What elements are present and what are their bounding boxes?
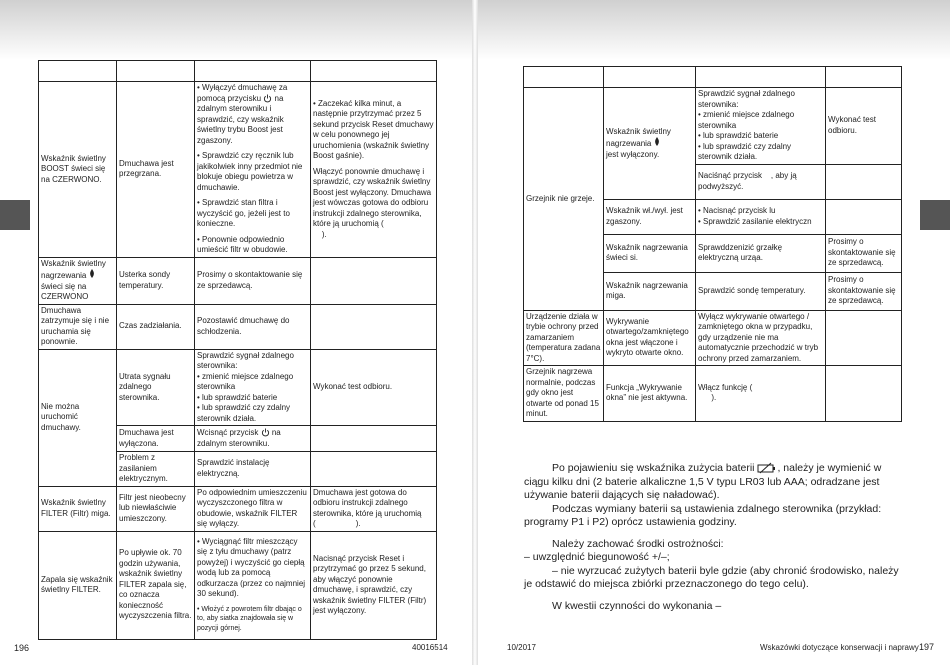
cause-cell: Dmuchawa jest przegrzana. bbox=[117, 82, 195, 258]
power-icon bbox=[261, 428, 270, 437]
cause-cell: Problem z zasilaniem elektrycznym. bbox=[117, 452, 195, 487]
document-code: 40016514 bbox=[412, 643, 448, 652]
right-troubleshooting-table bbox=[523, 66, 902, 422]
table-header-row bbox=[524, 67, 902, 88]
action-cell: Dmuchawa jest gotowa do odbioru instrukcji zdalnego sterownika, które ją uruchomią ( ). bbox=[311, 486, 437, 531]
table-header-row bbox=[39, 61, 437, 82]
symptom-cell: Dmuchawa zatrzymuje się i nie uruchamia się ponownie. bbox=[39, 304, 117, 349]
action-cell: Wykonać test odbioru. bbox=[311, 349, 437, 426]
table-row bbox=[524, 88, 902, 165]
cause-cell: Wskaźnik wł./wył. jest zgaszony. bbox=[604, 199, 696, 234]
action-cell bbox=[826, 164, 902, 199]
action-cell bbox=[311, 426, 437, 452]
action-cell bbox=[311, 304, 437, 349]
solution-cell: Po odpowiednim umieszczeniu wyczyszczonego filtra w obudowie, wskaźnik FILTER się wyłączy. bbox=[195, 486, 311, 531]
solution-cell: Sprawdzić sondę temperatury. bbox=[696, 272, 826, 310]
solution-cell: Sprawdzić instalację elektryczną. bbox=[195, 452, 311, 487]
solution-cell: Włącz funkcję ( ). bbox=[696, 366, 826, 422]
solution-cell: Prosimy o skontaktowanie się ze sprzedawcą. bbox=[195, 257, 311, 304]
paragraph: Należy zachować środki ostrożności: bbox=[552, 537, 724, 550]
action-cell: Prosimy o skontaktowanie się ze sprzedawcą. bbox=[826, 272, 902, 310]
left-edge-tab bbox=[0, 200, 30, 230]
cause-cell: Wskaźnik nagrzewania świeci si. bbox=[604, 234, 696, 272]
section-title: Wskazówki dotyczące konserwacji i naprawy bbox=[760, 643, 919, 652]
solution-cell: Sprawdzić sygnał zdalnego sterownika: • zmienić miejsce zdalnego sterownika • lub sprawdzić baterie • lub sprawdzić czy zdalny sterownik działa. bbox=[696, 88, 826, 165]
action-cell bbox=[311, 257, 437, 304]
symptom-cell: Grzejnik nie grzeje. bbox=[524, 88, 604, 311]
symptom-cell: Grzejnik nagrzewa normalnie, podczas gdy okno jest otwarte od ponad 15 minut. bbox=[524, 366, 604, 422]
cause-cell: Czas zadziałania. bbox=[117, 304, 195, 349]
heating-icon bbox=[89, 269, 95, 278]
action-cell bbox=[826, 366, 902, 422]
cause-cell: Wykrywanie otwartego/zamkniętego okna jest włączone i wykryto otwarte okno. bbox=[604, 310, 696, 366]
solution-cell: Sprawddzenizić grzałkę elektryczną urząa. bbox=[696, 234, 826, 272]
cause-cell: Usterka sondy temperatury. bbox=[117, 257, 195, 304]
paragraph: Po pojawieniu się wskaźnika zużycia baterii , należy je wymienić w ciągu kilku dni (2 baterie alkaliczne 1,5 V typu LR03 lub AAA; odradzane jest używanie baterii dających się naładować). bbox=[524, 462, 882, 501]
action-cell: Prosimy o skontaktowanie się ze sprzedawcą. bbox=[826, 234, 902, 272]
paragraph: W kwestii czynności do wykonania – bbox=[552, 599, 722, 612]
cause-cell: Wskaźnik nagrzewania miga. bbox=[604, 272, 696, 310]
table-row bbox=[524, 310, 902, 366]
cause-cell: Filtr jest nieobecny lub niewłaściwie umieszczony. bbox=[117, 486, 195, 531]
edition-date: 10/2017 bbox=[507, 643, 536, 652]
cause-cell: Dmuchawa jest wyłączona. bbox=[117, 426, 195, 452]
solution-cell: • Wyłączyć dmuchawę za pomocą przycisku na zdalnym sterowniku i sprawdzić, czy wskaźnik świetlny trybu Boost jest zgaszony. • Sprawdzić czy ręcznik lub jakikolwiek inny przedmiot nie blokuje obiegu powietrza w dmuchawie. • Sprawdzić stan filtra i wyczyścić go, jeżeli jest to konieczne. • Ponownie odpowiednio umieścić filtr w obudowie. bbox=[195, 82, 311, 258]
symptom-cell: Wskaźnik świetlny nagrzewania świeci się na CZERWONO bbox=[39, 257, 117, 304]
solution-cell: Sprawdzić sygnał zdalnego sterownika: • zmienić miejsce zdalnego sterownika • lub sprawdzić baterie • lub sprawdzić czy zdalny sterownik działa. bbox=[195, 349, 311, 426]
symptom-cell: Nie można uruchomić dmuchawy. bbox=[39, 349, 117, 486]
left-page-number: 196 bbox=[14, 643, 30, 653]
symptom-cell: Urządzenie działa w trybie ochrony przed zamarzaniem (temperatura zadana 7°C). bbox=[524, 310, 604, 366]
paragraph: Podczas wymiany baterii są ustawienia zdalnego sterownika (przykład: programy P1 i P2) oprócz ustawienia godziny. bbox=[524, 502, 882, 528]
solution-cell: Pozostawić dmuchawę do schłodzenia. bbox=[195, 304, 311, 349]
cause-cell: Funkcja „Wykrywanie okna” nie jest aktywna. bbox=[604, 366, 696, 422]
solution-cell: • Wyciągnąć filtr mieszczący się z tyłu dmuchawy (patrz powyżej) i wyczyścić go ciepłą wodą lub za pomocą odkurzacza (przez co najmniej 30 sekund). • Włożyć z powrotem filtr dbając o to, aby siatka znajdowała się w pozycji górnej. bbox=[195, 531, 311, 639]
solution-cell: Wcisnąć przycisk na zdalnym sterowniku. bbox=[195, 426, 311, 452]
solution-cell: Wyłącz wykrywanie otwartego / zamkniętego okna w przypadku, gdy urządzenie nie ma automatycznie przechodzić w tryb ochrony przed zamarzaniem. bbox=[696, 310, 826, 366]
heating-icon bbox=[654, 137, 660, 146]
table-row bbox=[39, 257, 437, 304]
action-cell bbox=[826, 310, 902, 366]
action-cell bbox=[826, 199, 902, 234]
action-cell: Wykonać test odbioru. bbox=[826, 88, 902, 165]
right-edge-tab bbox=[920, 200, 950, 230]
table-row bbox=[524, 366, 902, 422]
table-row bbox=[39, 531, 437, 639]
action-cell bbox=[311, 452, 437, 487]
symptom-cell: Wskaźnik świetlny FILTER (Filtr) miga. bbox=[39, 486, 117, 531]
book-spine bbox=[472, 0, 478, 665]
paragraph: – uwzględnić biegunowość +/–; bbox=[524, 551, 670, 563]
right-page-number: 197 bbox=[919, 642, 935, 652]
low-battery-icon bbox=[757, 462, 777, 474]
cause-cell: Wskaźnik świetlny nagrzewania jest wyłączony. bbox=[604, 88, 696, 200]
symptom-cell: Wskaźnik świetlny BOOST świeci się na CZERWONO. bbox=[39, 82, 117, 258]
battery-instructions bbox=[524, 462, 902, 613]
symptom-cell: Zapala się wskaźnik świetlny FILTER. bbox=[39, 531, 117, 639]
solution-cell: • Nacisnąć przycisk lu • Sprawdzić zasilanie elektryczn bbox=[696, 199, 826, 234]
table-row bbox=[39, 304, 437, 349]
table-row bbox=[39, 486, 437, 531]
left-troubleshooting-table bbox=[38, 60, 437, 640]
cause-cell: Po upływie ok. 70 godzin używania, wskaźnik świetlny FILTER zapala się, co oznacza konieczność wyczyszczenia filtra. bbox=[117, 531, 195, 639]
solution-cell: Naciśnąć przycisk , aby ją podwyższyć. bbox=[696, 164, 826, 199]
power-icon bbox=[263, 94, 272, 103]
cause-cell: Utrata sygnału zdalnego sterownika. bbox=[117, 349, 195, 426]
action-cell: • Zaczekać kilka minut, a następnie przytrzymać przez 5 sekund przycisk Reset dmuchawy w celu ponownego jej uruchomienia (wskaźnik świetlny Boost gaśnie). Włączyć ponownie dmuchawę i sprawdzić, czy wskaźnik świetlny Boost jest wyłączony. Dmuchawa jest wówczas gotowa do odbioru instrukcji zdalnego sterownika, które ją uruchomią ( ). bbox=[311, 82, 437, 258]
table-row bbox=[39, 349, 437, 426]
action-cell: Nacisnąć przycisk Reset i przytrzymać go przez 5 sekund, aby włączyć ponownie dmuchawę, i sprawdzić, czy wskaźnik świetlny FILTER (Filtr) jest wyłączony. bbox=[311, 531, 437, 639]
table-row bbox=[39, 82, 437, 258]
paragraph: – nie wyrzucać zużytych baterii byle gdzie (aby chronić środowisko, należy je odstawić do miejsca zbiórki przeznaczonego do tego celu). bbox=[524, 564, 899, 590]
